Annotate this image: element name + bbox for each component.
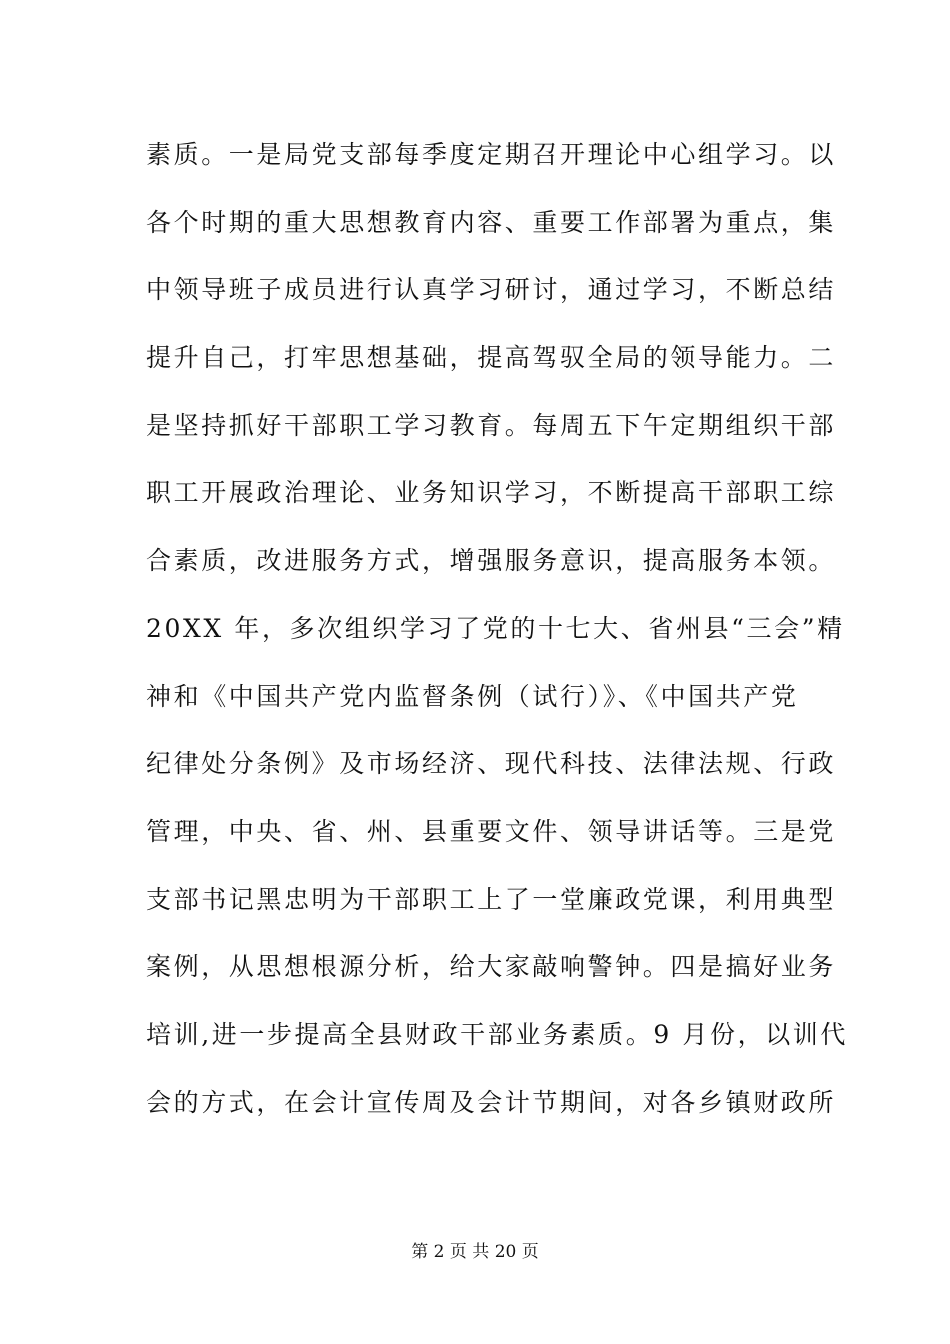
body-text xyxy=(146,128,849,1143)
text-line: 合素质，改进服务方式，增强服务意识，提高服务本领。 xyxy=(146,546,837,576)
text-line: 各个时期的重大思想教育内容、重要工作部署为重点，集 xyxy=(146,207,837,237)
text-line: 20XX 年，多次组织学习了党的十七大、省州县“三会”精 xyxy=(146,613,845,643)
text-line: 神和《中国共产党内监督条例（试行）》、《中国共产党 xyxy=(146,681,799,711)
text-line: 管理，中央、省、州、县重要文件、领导讲话等。三是党 xyxy=(146,816,837,846)
text-line: 纪律处分条例》及市场经济、现代科技、法律法规、行政 xyxy=(146,749,837,779)
text-line: 案例，从思想根源分析，给大家敲响警钟。四是搞好业务 xyxy=(146,952,837,982)
text-line: 支部书记黑忠明为干部职工上了一堂廉政党课，利用典型 xyxy=(146,884,837,914)
text-line: 是坚持抓好干部职工学习教育。每周五下午定期组织干部 xyxy=(146,410,837,440)
text-line: 中领导班子成员进行认真学习研讨，通过学习，不断总结 xyxy=(146,275,837,305)
page-number-footer: 第 2 页 共 20 页 xyxy=(411,1242,539,1262)
text-line: 培训,进一步提高全县财政干部业务素质。9 月份，以训代 xyxy=(146,1019,849,1049)
text-line: 素质。一是局党支部每季度定期召开理论中心组学习。以 xyxy=(146,140,837,169)
text-line: 会的方式，在会计宣传周及会计节期间，对各乡镇财政所 xyxy=(146,1087,837,1117)
text-line: 职工开展政治理论、业务知识学习，不断提高干部职工综 xyxy=(146,478,837,508)
text-line: 提升自己，打牢思想基础，提高驾驭全局的领导能力。二 xyxy=(146,343,837,373)
